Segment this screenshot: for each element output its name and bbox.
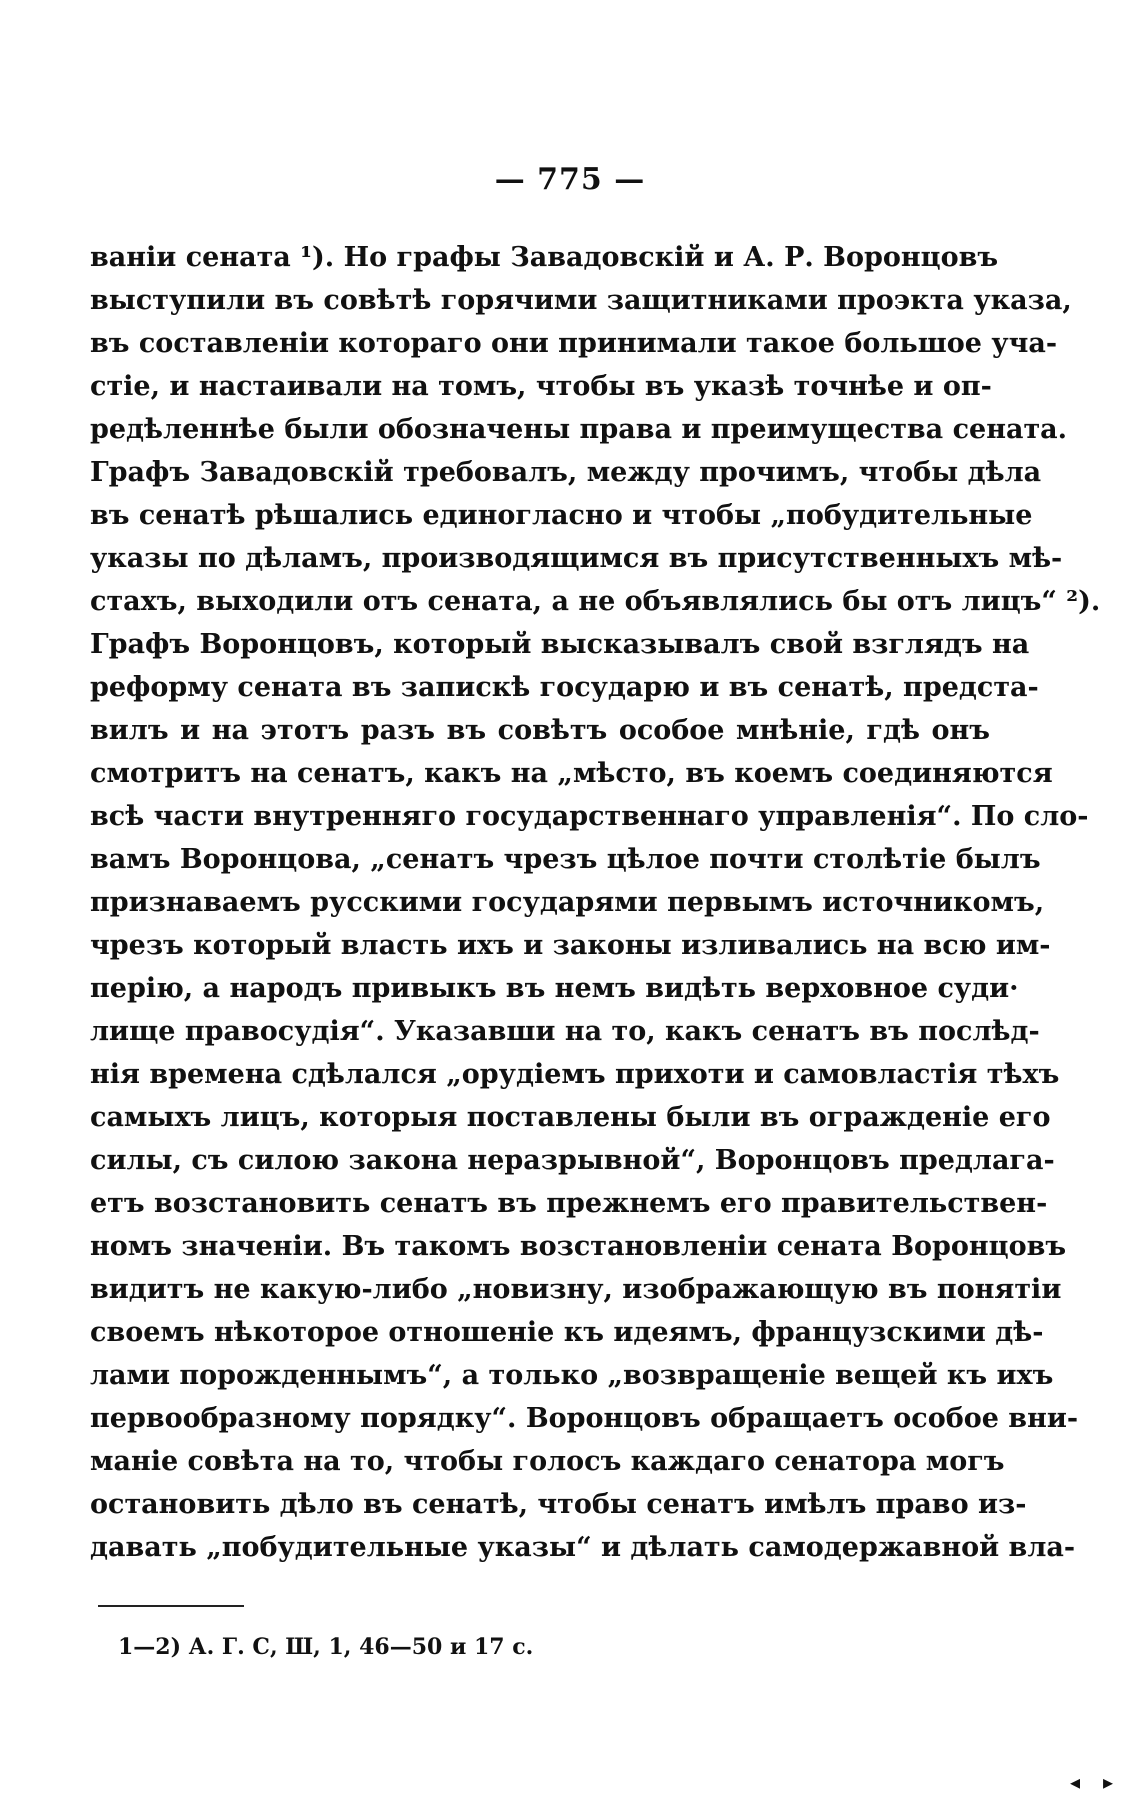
footnote-separator (98, 1605, 244, 1607)
text-line: первообразному порядку“. Воронцовъ обращаетъ особое вни- (90, 1403, 1079, 1434)
text-line: силы, съ силою закона неразрывной“, Воронцовъ предлага- (90, 1145, 1055, 1176)
text-line: лами порожденнымъ“, а только „возвращеніе вещей къ ихъ (90, 1360, 1054, 1391)
text-line: перію, а народъ привыкъ въ немъ видѣть верховное суди· (90, 973, 1019, 1004)
text-line: самыхъ лицъ, которыя поставлены были въ огражденіе его (90, 1102, 1051, 1133)
text-line: номъ значеніи. Въ такомъ возстановленіи сената Воронцовъ (90, 1231, 1067, 1262)
text-line: реформу сената въ запискѣ государю и въ сенатѣ, предста- (90, 672, 1039, 703)
text-line: лище правосудія“. Указавши на то, какъ сенатъ въ послѣд- (90, 1016, 1040, 1047)
page-number: — 775 — (494, 162, 646, 197)
text-line: вилъ и на этотъ разъ въ совѣтъ особое мнѣніе, гдѣ онъ (90, 715, 990, 746)
text-line: остановить дѣло въ сенатѣ, чтобы сенатъ имѣлъ право из- (90, 1489, 1027, 1520)
text-line: видитъ не какую-либо „новизну, изображающую въ понятіи (90, 1274, 1062, 1305)
text-line: стахъ, выходили отъ сената, а не объявлялись бы отъ лицъ“ ²). (90, 586, 1101, 617)
text-line: маніе совѣта на то, чтобы голосъ каждаго сенатора могъ (90, 1446, 1005, 1477)
text-line: смотритъ на сенатъ, какъ на „мѣсто, въ коемъ соединяются (90, 758, 1053, 789)
text-line: етъ возстановить сенатъ въ прежнемъ его правительствен- (90, 1188, 1048, 1219)
text-line: указы по дѣламъ, производящимся въ присутственныхъ мѣ- (90, 543, 1063, 574)
text-line: давать „побудительные указы“ и дѣлать самодержавной вла- (90, 1532, 1076, 1563)
text-line: редѣленнѣе были обозначены права и преимущества сената. (90, 414, 1068, 445)
text-line: чрезъ который власть ихъ и законы изливались на всю им- (90, 930, 1051, 961)
text-line: ваніи сената ¹). Но графы Завадовскій и А. Р. Воронцовъ (90, 242, 999, 273)
scan-corner-mark: ◂ ▸ (1070, 1770, 1122, 1794)
text-line: въ составленіи котораго они принимали такое большое уча- (90, 328, 1058, 359)
text-line: Графъ Воронцовъ, который высказывалъ свой взглядъ на (90, 629, 1030, 660)
text-line: Графъ Завадовскій требовалъ, между прочимъ, чтобы дѣла (90, 457, 1042, 488)
footnote: 1—2) А. Г. С, Ш, 1, 46—50 и 17 с. (118, 1634, 534, 1660)
text-line: признаваемъ русскими государями первымъ источникомъ, (90, 887, 1045, 918)
text-line: вамъ Воронцова, „сенатъ чрезъ цѣлое почти столѣтіе былъ (90, 844, 1041, 875)
text-line: всѣ части внутренняго государственнаго управленія“. По сло- (90, 801, 1089, 832)
text-line: въ сенатѣ рѣшались единогласно и чтобы „побудительные (90, 500, 1033, 531)
text-line: нія времена сдѣлался „орудіемъ прихоти и самовластія тѣхъ (90, 1059, 1060, 1090)
text-line: выступили въ совѣтѣ горячими защитниками проэкта указа, (90, 285, 1072, 316)
text-line: стіе, и настаивали на томъ, чтобы въ указѣ точнѣе и оп- (90, 371, 992, 402)
body-text (90, 236, 1101, 1569)
text-line: своемъ нѣкоторое отношеніе къ идеямъ, французскими дѣ- (90, 1317, 1044, 1348)
